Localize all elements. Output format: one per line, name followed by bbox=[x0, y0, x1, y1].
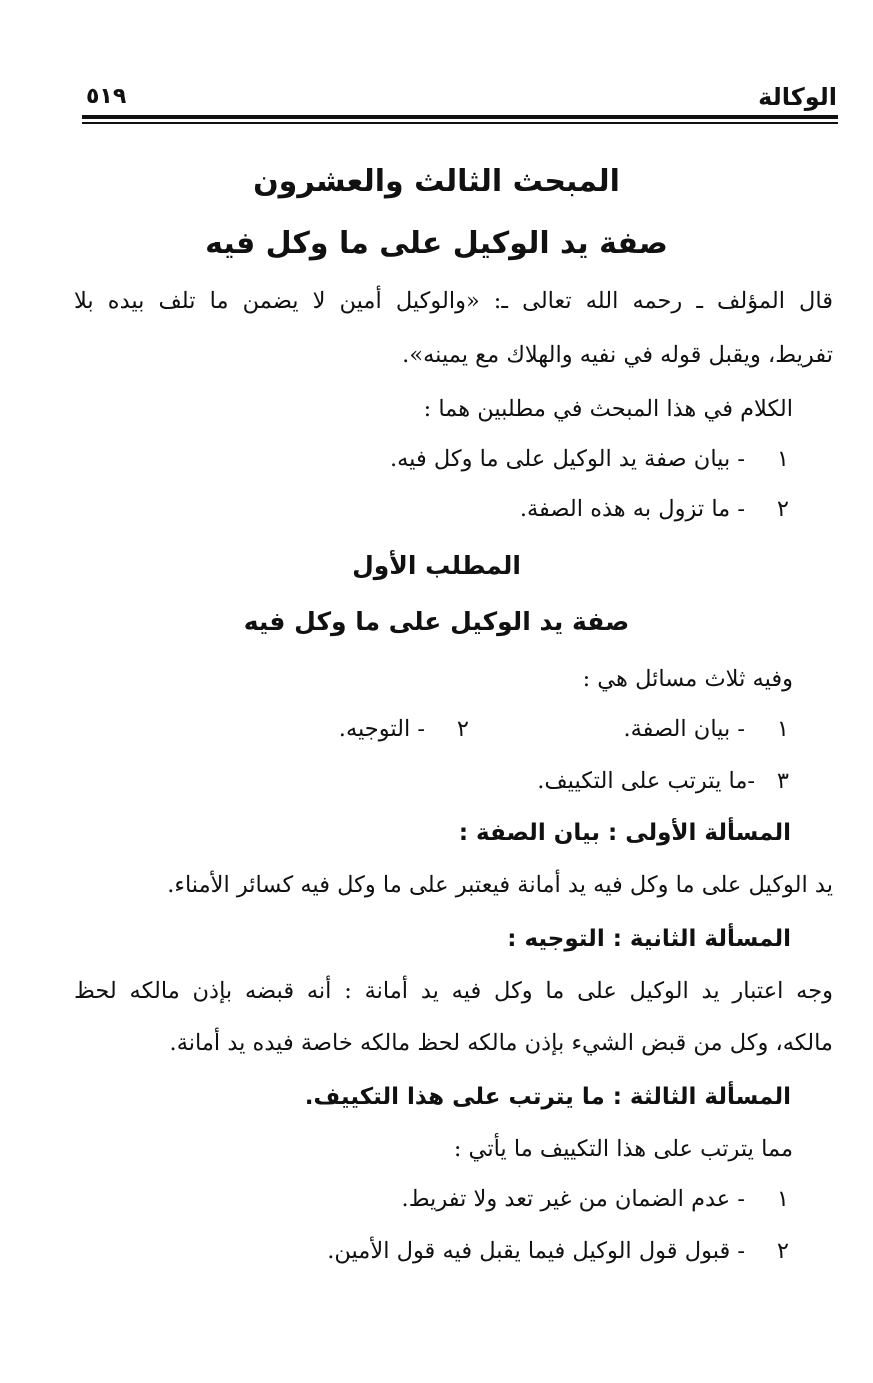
question3-item-2 bbox=[327, 1234, 789, 1268]
question2-line-1: وجه اعتبار يد الوكيل على ما وكل فيه يد أمانة : أنه قبضه بإذن مالكه لحظ bbox=[74, 978, 833, 1004]
header-rule-thin bbox=[82, 122, 838, 124]
list-text: - بيان صفة يد الوكيل على ما وكل فيه. bbox=[389, 446, 745, 472]
part1-subheading: صفة يد الوكيل على ما وكل فيه bbox=[243, 607, 630, 636]
list-text: - ما تزول به هذه الصفة. bbox=[519, 496, 745, 522]
issue-item-1 bbox=[623, 712, 789, 746]
question1-heading: المسألة الأولى : بيان الصفة : bbox=[458, 820, 791, 846]
running-header-title: الوكالة bbox=[758, 83, 837, 111]
header-rule-thick bbox=[82, 115, 838, 119]
list-number: ١ bbox=[776, 1186, 789, 1212]
intro-list-item bbox=[520, 492, 789, 526]
list-number: ٢ bbox=[776, 1238, 789, 1264]
list-number: ٢ bbox=[776, 496, 789, 522]
list-number: ١ bbox=[776, 716, 789, 742]
part1-heading: المطلب الأول bbox=[352, 551, 521, 580]
page-number: ٥١٩ bbox=[86, 84, 127, 109]
issues-intro: وفيه ثلاث مسائل هي : bbox=[582, 666, 793, 692]
list-number: ٢ bbox=[456, 716, 469, 742]
intro-line-1: قال المؤلف ـ رحمه الله تعالى ـ: «والوكيل أمين لا يضمن ما تلف بيده بلا bbox=[74, 288, 833, 314]
list-number: ١ bbox=[776, 446, 789, 472]
intro-line-2: تفريط، ويقبل قوله في نفيه والهلاك مع يمينه». bbox=[402, 342, 833, 368]
question1-text: يد الوكيل على ما وكل فيه يد أمانة فيعتبر على ما وكل فيه كسائر الأمناء. bbox=[167, 872, 833, 898]
question3-intro: مما يترتب على هذا التكييف ما يأتي : bbox=[453, 1136, 793, 1162]
question3-heading: المسألة الثالثة : ما يترتب على هذا التكييف. bbox=[304, 1084, 791, 1110]
section-heading: المبحث الثالث والعشرون bbox=[253, 164, 620, 199]
list-text: - عدم الضمان من غير تعد ولا تفريط. bbox=[401, 1186, 745, 1212]
question3-item-1 bbox=[402, 1182, 789, 1216]
intro-line-3: الكلام في هذا المبحث في مطلبين هما : bbox=[423, 396, 793, 422]
issue-item-3 bbox=[537, 764, 789, 798]
section-subheading: صفة يد الوكيل على ما وكل فيه bbox=[205, 226, 668, 261]
list-text: - بيان الصفة. bbox=[623, 716, 745, 742]
list-text: - قبول قول الوكيل فيما يقبل فيه قول الأمين. bbox=[327, 1238, 745, 1264]
list-number: ٣ bbox=[776, 768, 789, 794]
issue-item-2 bbox=[339, 712, 469, 746]
list-text: - التوجيه. bbox=[338, 716, 425, 742]
list-text: -ما يترتب على التكييف. bbox=[537, 768, 755, 794]
question2-heading: المسألة الثانية : التوجيه : bbox=[507, 926, 791, 952]
intro-list-item bbox=[390, 442, 789, 476]
question2-line-2: مالكه، وكل من قبض الشيء بإذن مالكه لحظ مالكه خاصة فيده يد أمانة. bbox=[169, 1030, 833, 1056]
